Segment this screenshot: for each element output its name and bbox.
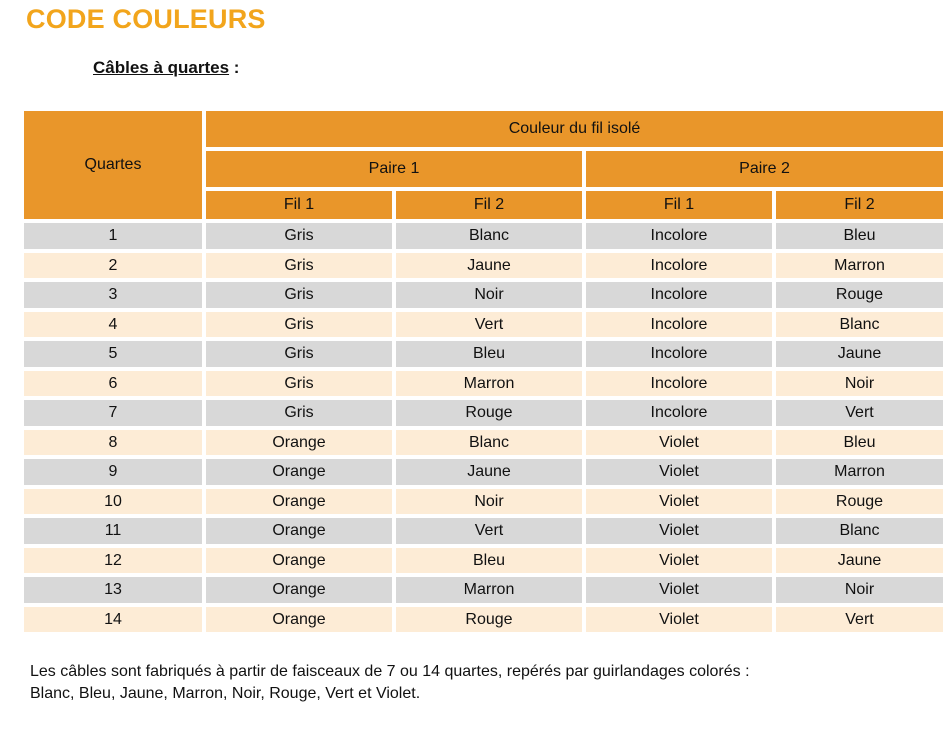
pair2-fil1-color: Violet: [586, 459, 772, 485]
pair1-fil1-color: Orange: [206, 518, 392, 544]
quarte-number: 8: [24, 430, 202, 456]
pair2-fil1-color: Violet: [586, 577, 772, 603]
footnote: [30, 661, 930, 705]
pair1-fil2-color: Noir: [396, 282, 582, 308]
pair2-fil1-color: Incolore: [586, 341, 772, 367]
pair2-fil2-color: Blanc: [776, 312, 943, 338]
pair1-fil1-color: Orange: [206, 430, 392, 456]
color-code-table: [20, 107, 943, 636]
pair2-fil2-color: Noir: [776, 371, 943, 397]
table-row: [24, 489, 943, 515]
subtitle-text: Câbles à quartes: [93, 58, 230, 77]
quarte-number: 10: [24, 489, 202, 515]
pair1-fil2-color: Bleu: [396, 341, 582, 367]
pair2-fil2-color: Rouge: [776, 282, 943, 308]
section-subtitle: [93, 58, 239, 78]
quarte-number: 11: [24, 518, 202, 544]
quarte-number: 7: [24, 400, 202, 426]
quarte-number: 2: [24, 253, 202, 279]
quarte-number: 12: [24, 548, 202, 574]
quarte-number: 13: [24, 577, 202, 603]
table-row: [24, 518, 943, 544]
table-row: [24, 312, 943, 338]
quarte-number: 1: [24, 223, 202, 249]
pair2-fil1-color: Incolore: [586, 282, 772, 308]
pair2-fil2-color: Bleu: [776, 223, 943, 249]
table-row: [24, 607, 943, 633]
pair1-fil1-color: Orange: [206, 607, 392, 633]
header-pair2-fil1: Fil 1: [586, 191, 772, 219]
pair2-fil2-color: Rouge: [776, 489, 943, 515]
table-row: [24, 341, 943, 367]
table-body: [24, 223, 943, 632]
header-pair2-fil2: Fil 2: [776, 191, 943, 219]
quarte-number: 9: [24, 459, 202, 485]
quarte-number: 14: [24, 607, 202, 633]
footnote-line-2: Blanc, Bleu, Jaune, Marron, Noir, Rouge, Vert et Violet.: [30, 685, 421, 702]
header-pair-2: Paire 2: [586, 151, 943, 187]
pair1-fil2-color: Jaune: [396, 459, 582, 485]
pair1-fil2-color: Rouge: [396, 400, 582, 426]
table-row: [24, 430, 943, 456]
header-wire-color: Couleur du fil isolé: [206, 111, 943, 147]
pair2-fil2-color: Blanc: [776, 518, 943, 544]
pair2-fil1-color: Violet: [586, 518, 772, 544]
pair1-fil1-color: Orange: [206, 577, 392, 603]
header-quartes: Quartes: [24, 111, 202, 219]
pair2-fil1-color: Violet: [586, 430, 772, 456]
table-row: [24, 577, 943, 603]
table-row: [24, 459, 943, 485]
pair2-fil2-color: Jaune: [776, 548, 943, 574]
pair2-fil1-color: Violet: [586, 489, 772, 515]
quarte-number: 5: [24, 341, 202, 367]
pair1-fil1-color: Gris: [206, 400, 392, 426]
table-row: [24, 400, 943, 426]
header-pair1-fil2: Fil 2: [396, 191, 582, 219]
pair1-fil1-color: Gris: [206, 341, 392, 367]
header-pair1-fil1: Fil 1: [206, 191, 392, 219]
pair2-fil1-color: Incolore: [586, 253, 772, 279]
pair1-fil2-color: Vert: [396, 312, 582, 338]
pair1-fil2-color: Noir: [396, 489, 582, 515]
pair1-fil2-color: Rouge: [396, 607, 582, 633]
pair1-fil1-color: Orange: [206, 459, 392, 485]
table-row: [24, 223, 943, 249]
pair2-fil2-color: Marron: [776, 253, 943, 279]
page-title: CODE COULEURS: [26, 4, 266, 34]
pair2-fil1-color: Incolore: [586, 312, 772, 338]
pair2-fil2-color: Jaune: [776, 341, 943, 367]
table-row: [24, 282, 943, 308]
pair1-fil2-color: Bleu: [396, 548, 582, 574]
pair2-fil1-color: Incolore: [586, 400, 772, 426]
pair2-fil2-color: Marron: [776, 459, 943, 485]
pair2-fil1-color: Violet: [586, 548, 772, 574]
subtitle-colon: :: [229, 58, 240, 77]
pair1-fil1-color: Gris: [206, 253, 392, 279]
pair1-fil1-color: Orange: [206, 489, 392, 515]
pair1-fil1-color: Orange: [206, 548, 392, 574]
pair1-fil2-color: Marron: [396, 371, 582, 397]
pair2-fil1-color: Violet: [586, 607, 772, 633]
table-row: [24, 548, 943, 574]
pair1-fil2-color: Jaune: [396, 253, 582, 279]
pair2-fil2-color: Vert: [776, 607, 943, 633]
pair2-fil1-color: Incolore: [586, 371, 772, 397]
pair1-fil1-color: Gris: [206, 371, 392, 397]
pair2-fil1-color: Incolore: [586, 223, 772, 249]
table-row: [24, 371, 943, 397]
quarte-number: 3: [24, 282, 202, 308]
pair1-fil2-color: Marron: [396, 577, 582, 603]
pair2-fil2-color: Vert: [776, 400, 943, 426]
table-header: [24, 111, 943, 219]
pair1-fil1-color: Gris: [206, 223, 392, 249]
footnote-line-1: Les câbles sont fabriqués à partir de faisceaux de 7 ou 14 quartes, repérés par guirlandages colorés :: [30, 663, 750, 680]
table-row: [24, 253, 943, 279]
pair1-fil1-color: Gris: [206, 312, 392, 338]
pair1-fil2-color: Blanc: [396, 223, 582, 249]
pair2-fil2-color: Bleu: [776, 430, 943, 456]
pair1-fil2-color: Vert: [396, 518, 582, 544]
quarte-number: 4: [24, 312, 202, 338]
pair2-fil2-color: Noir: [776, 577, 943, 603]
header-pair-1: Paire 1: [206, 151, 582, 187]
pair1-fil1-color: Gris: [206, 282, 392, 308]
quarte-number: 6: [24, 371, 202, 397]
pair1-fil2-color: Blanc: [396, 430, 582, 456]
